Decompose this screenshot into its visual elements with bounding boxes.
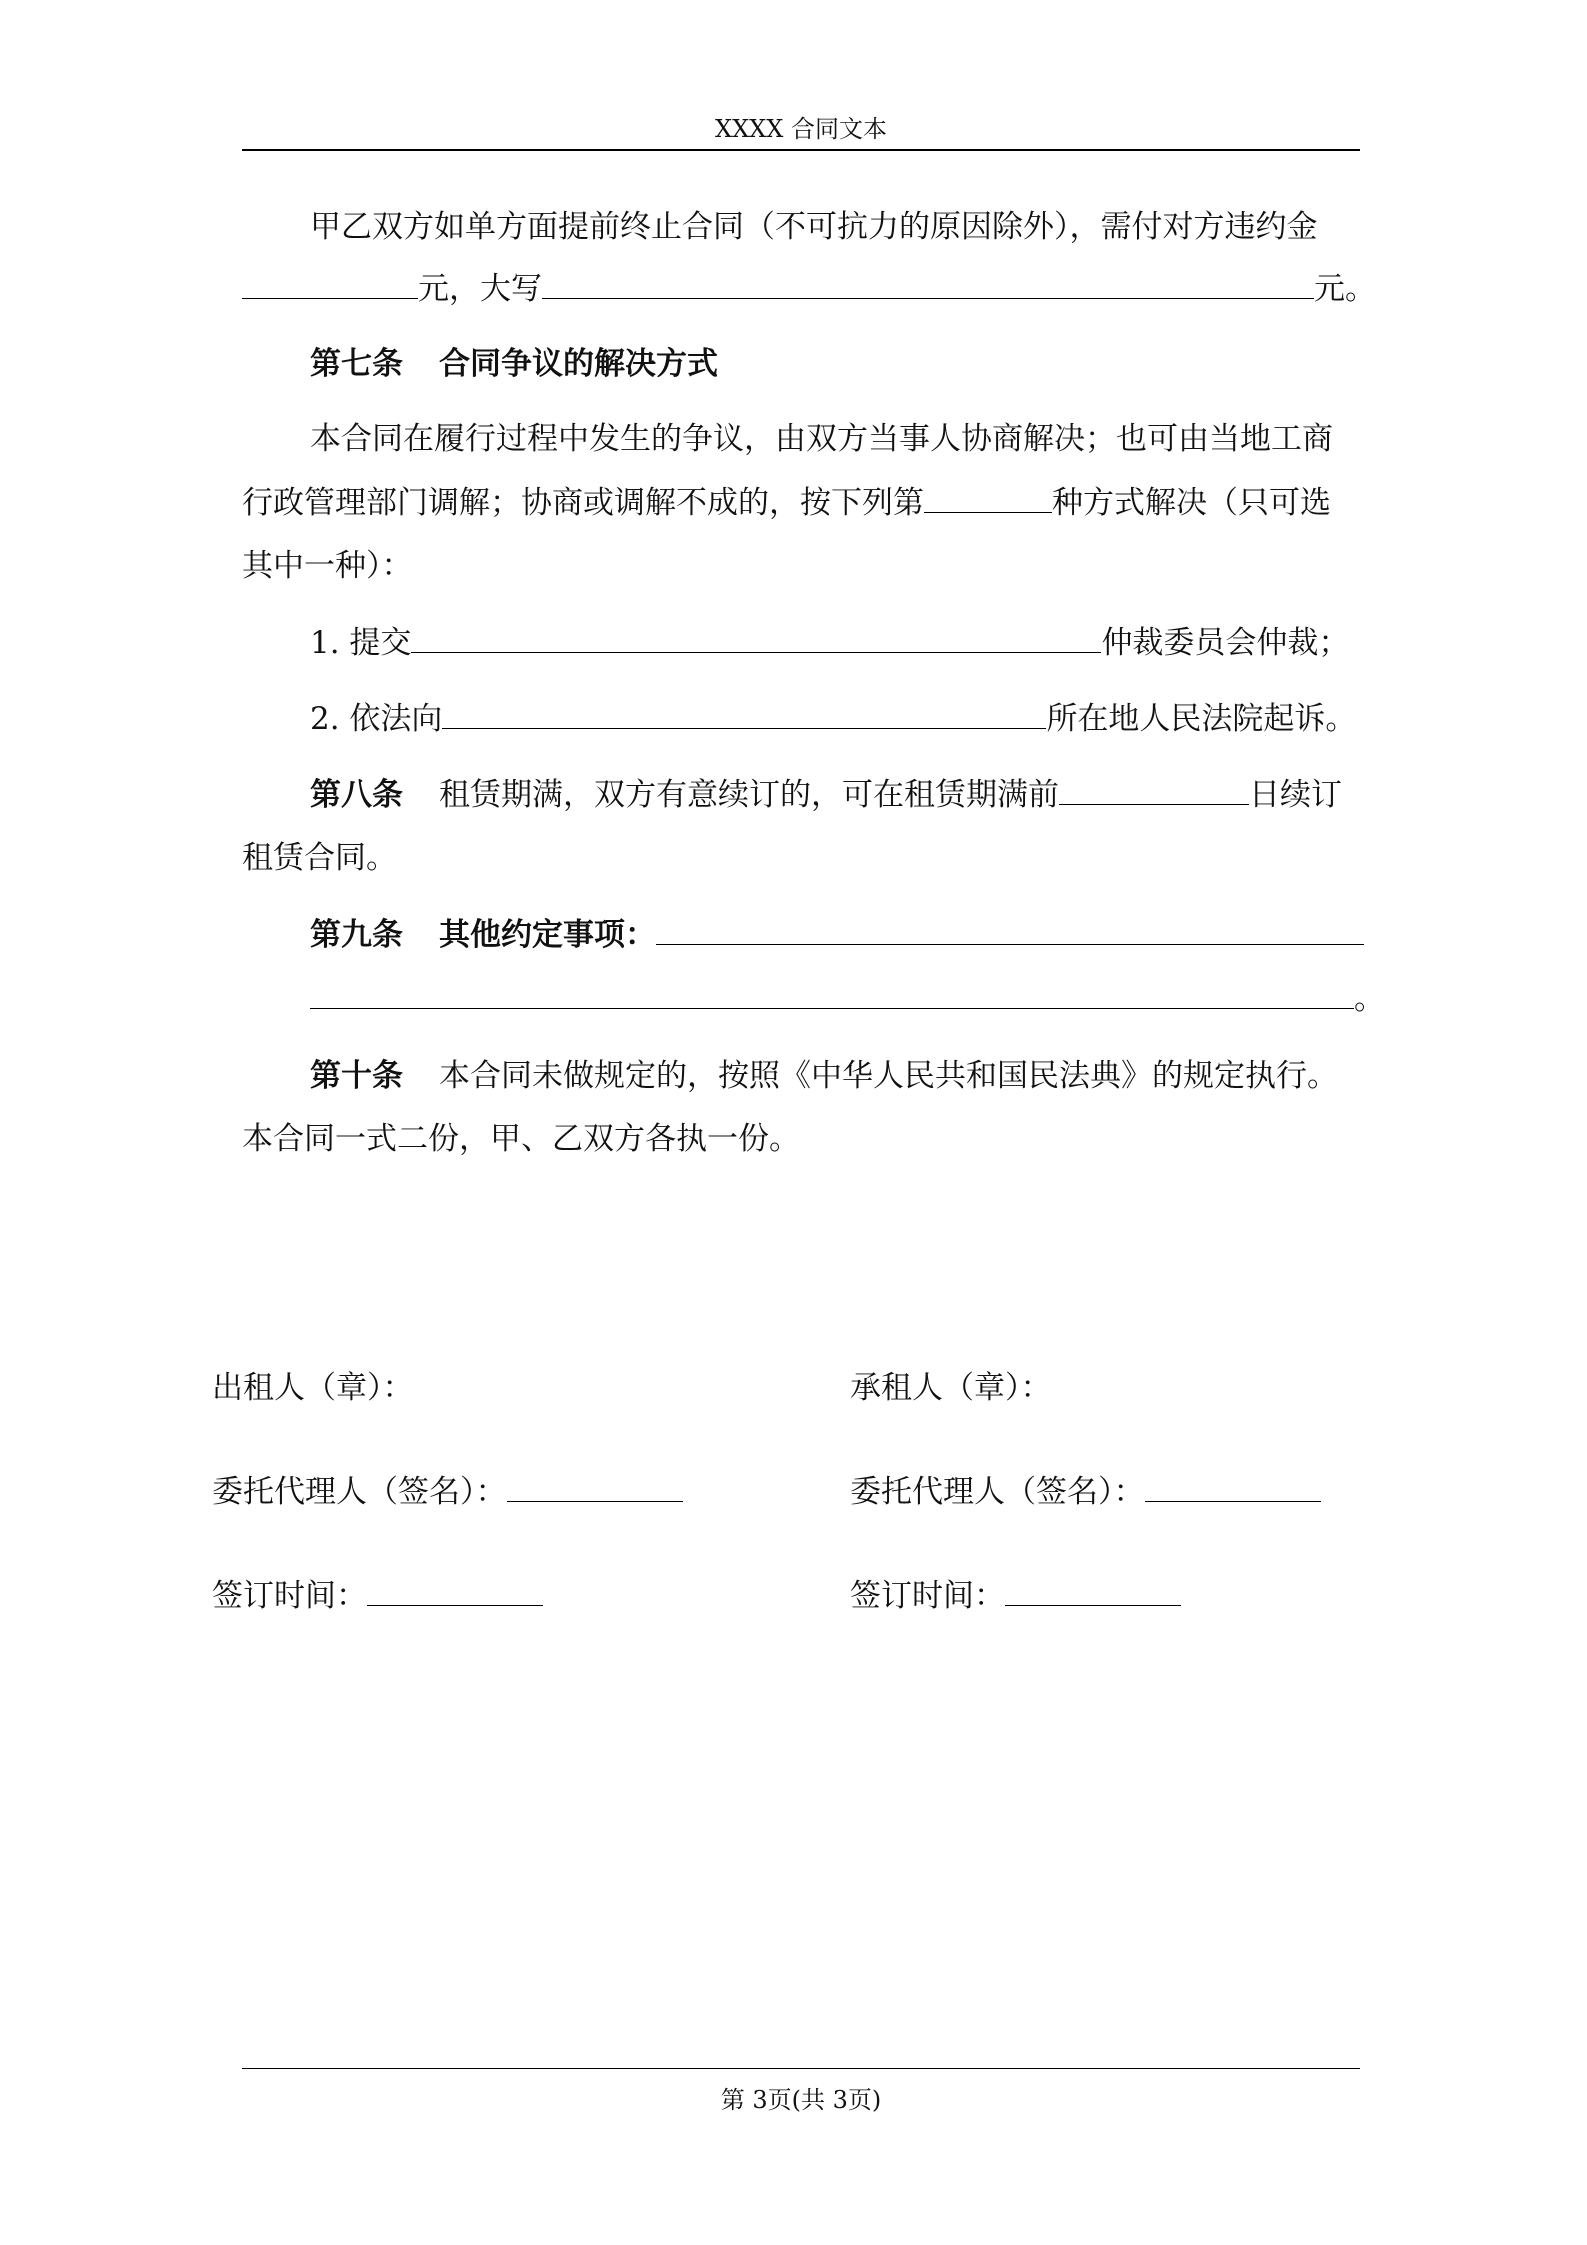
clause7-line2: [242, 483, 1331, 523]
clause6-yuan-end: 元。: [1314, 271, 1376, 307]
clause6-line2: [242, 269, 1376, 309]
lessor-agent-label: 委托代理人（签名）：: [212, 1474, 507, 1510]
lessee-date-row: [850, 1576, 1181, 1616]
clause7-option2: [310, 699, 1356, 739]
lessee-seal-label: 承租人（章）：: [850, 1370, 1052, 1406]
clause8-number: 第八条: [310, 777, 403, 813]
lessee-agent-blank[interactable]: [1145, 1473, 1321, 1502]
court-location-blank[interactable]: [442, 700, 1046, 729]
penalty-daxie-blank[interactable]: [542, 270, 1314, 299]
other-terms-blank-1[interactable]: [656, 916, 1364, 945]
arbitration-commission-blank[interactable]: [411, 624, 1101, 653]
lessor-date-blank[interactable]: [367, 1577, 543, 1606]
lessee-agent-row: [850, 1472, 1321, 1512]
clause6-line1: 甲乙双方如单方面提前终止合同（不可抗力的原因除外），需付对方违约金: [310, 209, 1318, 245]
clause8-line1: [310, 775, 1342, 815]
clause9-line1: [310, 915, 1364, 955]
other-terms-blank-2[interactable]: [310, 980, 1354, 1009]
header-rule: [242, 149, 1360, 151]
clause9-title: 其他约定事项：: [439, 917, 656, 953]
option1-end: 仲裁委员会仲裁；: [1101, 625, 1350, 661]
penalty-amount-blank[interactable]: [242, 270, 418, 299]
clause7-line1: 本合同在履行过程中发生的争议，由双方当事人协商解决；也可由当地工商: [310, 421, 1333, 457]
option2-label: 2. 依法向: [310, 701, 443, 737]
option1-label: 1. 提交: [310, 625, 412, 661]
clause10-number: 第十条: [310, 1058, 403, 1094]
clause6-daxie-label: 元，大写: [418, 271, 542, 307]
method-number-blank[interactable]: [924, 484, 1052, 513]
lessor-date-label: 签订时间：: [212, 1578, 367, 1614]
option2-end: 所在地人民法院起诉。: [1046, 701, 1357, 737]
clause7-heading: [310, 344, 718, 384]
renewal-days-blank[interactable]: [1059, 776, 1249, 805]
lessee-date-label: 签订时间：: [850, 1578, 1005, 1614]
clause10-text: 本合同未做规定的，按照《中华人民共和国民法典》的规定执行。: [439, 1058, 1338, 1094]
lessee-agent-label: 委托代理人（签名）：: [850, 1474, 1145, 1510]
header-title: XXXX 合同文本: [715, 115, 887, 143]
clause7-title: 合同争议的解决方式: [439, 346, 718, 382]
clause8-text: 租赁期满，双方有意续订的，可在租赁期满前: [439, 777, 1059, 813]
clause8-text-end: 日续订: [1249, 777, 1342, 813]
clause9-number: 第九条: [310, 917, 403, 953]
lessor-agent-blank[interactable]: [507, 1473, 683, 1502]
clause9-end: 。: [1354, 981, 1385, 1017]
lessor-date-row: [212, 1576, 543, 1616]
lessor-agent-row: [212, 1472, 683, 1512]
clause7-option1: [310, 623, 1349, 663]
footer-rule: [242, 2068, 1360, 2069]
clause10-line2: 本合同一式二份，甲、乙双方各执一份。: [242, 1121, 800, 1157]
page-number: 第 3页(共 3页): [720, 2086, 882, 2114]
clause8-line2: 租赁合同。: [242, 840, 397, 876]
clause7-number: 第七条: [310, 346, 403, 382]
lessor-seal-label: 出租人（章）：: [212, 1370, 414, 1406]
clause7-line3: 其中一种）：: [242, 548, 413, 584]
clause7-line2-text: 行政管理部门调解；协商或调解不成的，按下列第: [242, 485, 924, 521]
lessee-date-blank[interactable]: [1005, 1577, 1181, 1606]
clause9-line2: [310, 979, 1385, 1019]
clause10-line1: [310, 1056, 1338, 1096]
clause7-line2-text-end: 种方式解决（只可选: [1052, 485, 1331, 521]
